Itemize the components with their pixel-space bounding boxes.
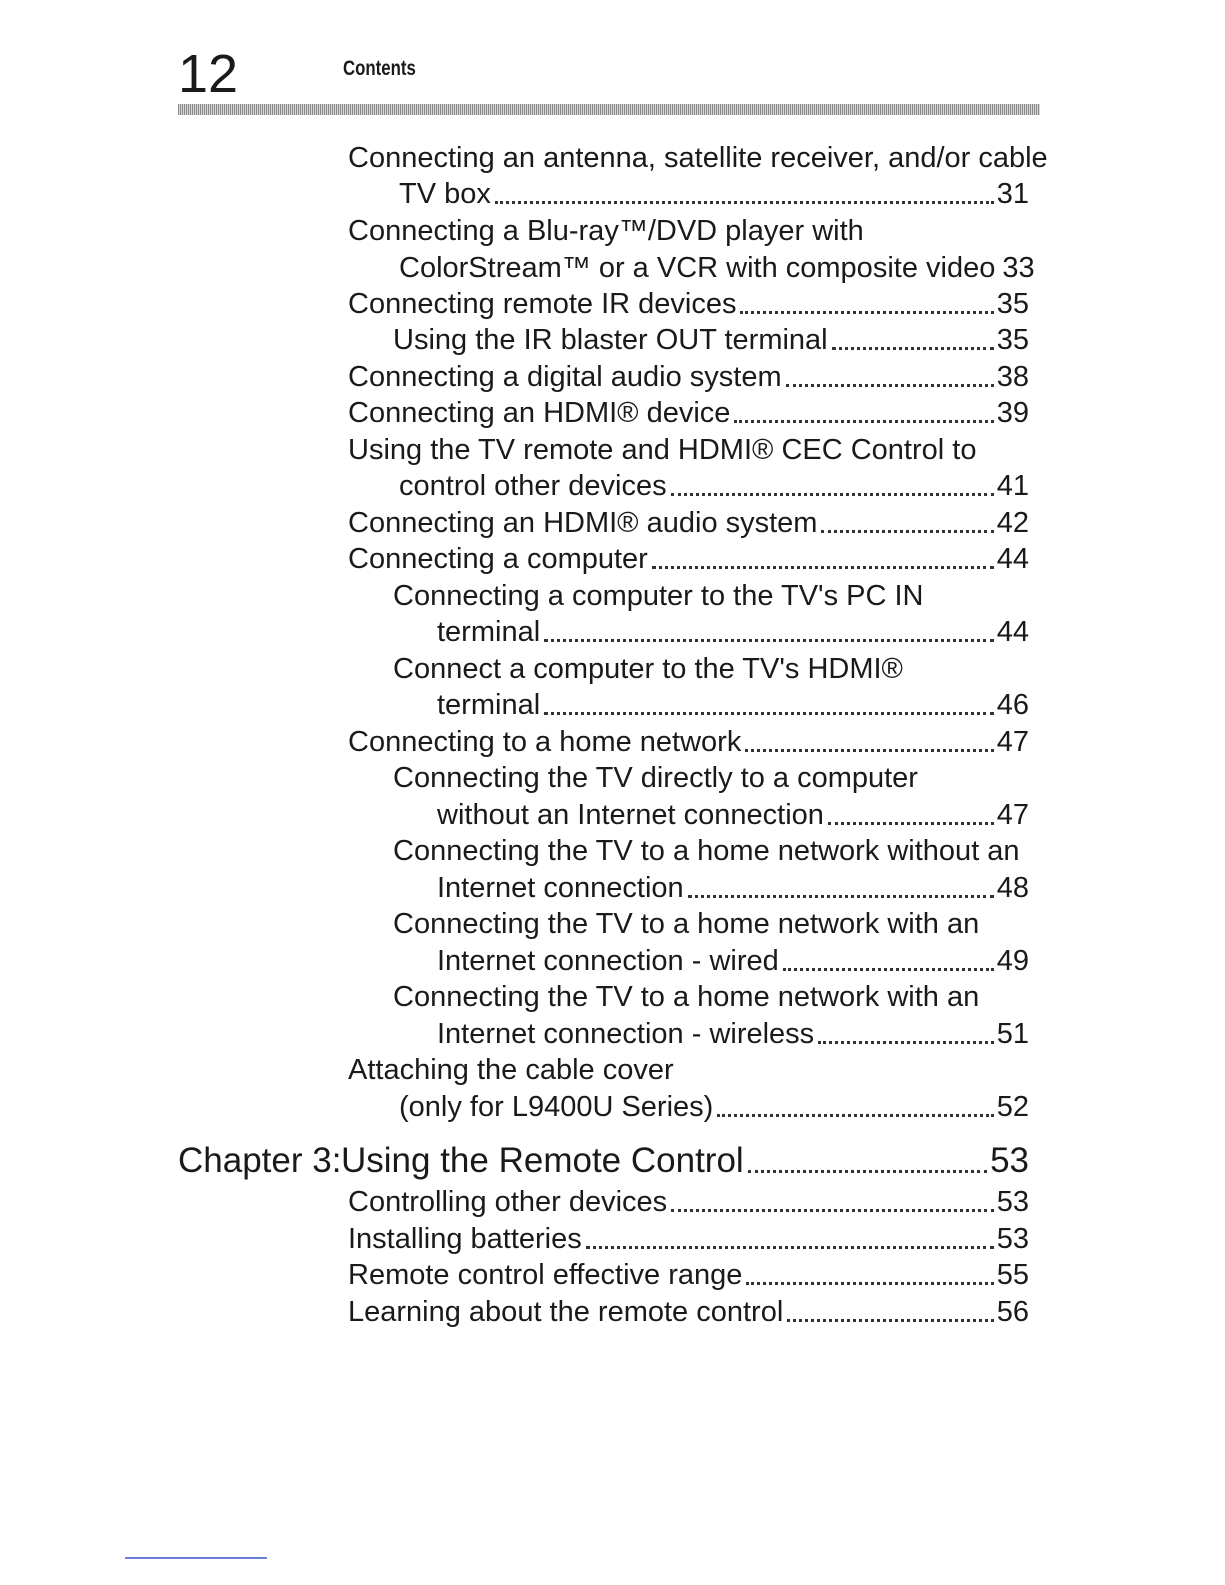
- toc-entry[interactable]: [348, 1221, 1029, 1257]
- toc-page-number: 49: [996, 945, 1029, 977]
- leader-dots: [818, 1041, 994, 1044]
- toc-entry[interactable]: [437, 943, 1029, 979]
- toc-entry-text: Using the IR blaster OUT terminal: [393, 324, 828, 356]
- toc-entry-text: Internet connection - wireless: [437, 1018, 815, 1050]
- toc-entry[interactable]: [348, 724, 1029, 760]
- toc-entry-text: terminal: [437, 616, 541, 648]
- toc-entry-text: without an Internet connection: [437, 799, 824, 831]
- toc-entry-text: Connecting the TV to a home network without an: [393, 835, 1020, 867]
- toc-page-number: 41: [996, 470, 1029, 502]
- page-number: 12: [178, 44, 239, 104]
- toc-entry-text: ColorStream™ or a VCR with composite video: [399, 252, 996, 284]
- toc-entry[interactable]: [393, 906, 1029, 942]
- toc-entry[interactable]: [348, 1257, 1029, 1293]
- toc-entry[interactable]: [393, 651, 1029, 687]
- toc-entry-text: Connecting the TV to a home network with an: [393, 908, 980, 940]
- leader-dots: [671, 493, 994, 496]
- toc-entry-text: Connecting an HDMI® device: [348, 397, 731, 429]
- toc-entry-text: terminal: [437, 689, 541, 721]
- leader-dots: [717, 1114, 993, 1117]
- toc-page-number: 31: [996, 178, 1029, 210]
- toc-entry-text: Connecting remote IR devices: [348, 288, 737, 320]
- leader-dots: [787, 1319, 993, 1322]
- leader-dots: [495, 201, 994, 204]
- toc-entry-text: Installing batteries: [348, 1223, 582, 1255]
- chapter-title: Using the Remote Control: [341, 1141, 744, 1180]
- leader-dots: [783, 968, 994, 971]
- toc-entry-text: Connecting the TV directly to a computer: [393, 762, 918, 794]
- toc-entry[interactable]: [393, 979, 1029, 1015]
- toc-page-number: 42: [996, 507, 1029, 539]
- chapter-label: Chapter 3:: [178, 1141, 342, 1180]
- toc-entry-text: control other devices: [399, 470, 667, 502]
- leader-dots: [786, 384, 994, 387]
- leader-dots: [748, 1170, 987, 1173]
- toc-entry-text: Learning about the remote control: [348, 1296, 784, 1328]
- toc-page-number: 46: [996, 689, 1029, 721]
- toc-entry[interactable]: [348, 213, 1029, 249]
- toc-entry[interactable]: [348, 541, 1029, 577]
- toc-entry-text: Connecting an antenna, satellite receiver, and/or cable: [348, 142, 1048, 174]
- toc-page-number: 51: [996, 1018, 1029, 1050]
- toc-page-number: 52: [996, 1091, 1029, 1123]
- leader-dots: [544, 712, 994, 715]
- toc-entry[interactable]: [437, 870, 1029, 906]
- toc-entry-text: Connecting a computer: [348, 543, 648, 575]
- toc-entry-text: Controlling other devices: [348, 1186, 668, 1218]
- toc-entry-text: Connect a computer to the TV's HDMI®: [393, 653, 903, 685]
- toc-page-number: 35: [996, 324, 1029, 356]
- leader-dots: [671, 1209, 994, 1212]
- toc-entry[interactable]: [393, 760, 1029, 796]
- chapter-entry[interactable]: [341, 1140, 1029, 1182]
- leader-dots: [745, 749, 993, 752]
- toc-entry[interactable]: [437, 797, 1029, 833]
- toc-entry[interactable]: [348, 1052, 1029, 1088]
- toc-page-number: 44: [996, 543, 1029, 575]
- leader-dots: [652, 566, 994, 569]
- toc-page-number: 55: [996, 1259, 1029, 1291]
- toc-page-number: 44: [996, 616, 1029, 648]
- toc-entry[interactable]: [348, 286, 1029, 322]
- toc-entry-text: TV box: [399, 178, 491, 210]
- toc-entry[interactable]: [393, 578, 1029, 614]
- leader-dots: [688, 895, 994, 898]
- leader-dots: [734, 420, 993, 423]
- toc-entry[interactable]: [399, 176, 1029, 212]
- toc-entry[interactable]: [348, 432, 1029, 468]
- toc-entry[interactable]: [437, 614, 1029, 650]
- toc-entry-text: Internet connection: [437, 872, 684, 904]
- toc-entry[interactable]: [399, 468, 1029, 504]
- toc-page-number: 47: [996, 799, 1029, 831]
- toc-entry-text: Attaching the cable cover: [348, 1054, 674, 1086]
- leader-dots: [544, 639, 994, 642]
- toc-entry-text: Connecting a digital audio system: [348, 361, 782, 393]
- toc-entry[interactable]: [348, 1184, 1029, 1220]
- toc-entry[interactable]: [437, 687, 1029, 723]
- leader-dots: [740, 311, 993, 314]
- toc-entry-text: Connecting the TV to a home network with an: [393, 981, 980, 1013]
- toc-entry[interactable]: [437, 1016, 1029, 1052]
- toc-entry[interactable]: [393, 322, 1029, 358]
- toc-entry-text: Connecting an HDMI® audio system: [348, 507, 818, 539]
- toc-entry[interactable]: [348, 1294, 1029, 1330]
- toc-page-number: 33: [1002, 252, 1035, 284]
- bottom-link-underline: [125, 1557, 267, 1559]
- toc-entry[interactable]: [348, 359, 1029, 395]
- toc-entry-text: Connecting a Blu-ray™/DVD player with: [348, 215, 864, 247]
- toc-entry-text: (only for L9400U Series): [399, 1091, 714, 1123]
- toc-entry[interactable]: [393, 833, 1029, 869]
- toc-entry[interactable]: [348, 395, 1029, 431]
- toc-page-number: 53: [996, 1186, 1029, 1218]
- leader-dots: [828, 822, 994, 825]
- toc-entry-text: Remote control effective range: [348, 1259, 743, 1291]
- toc-entry[interactable]: [399, 250, 1035, 286]
- leader-dots: [746, 1282, 993, 1285]
- leader-dots: [586, 1246, 994, 1249]
- toc-page-number: 53: [996, 1223, 1029, 1255]
- chapter-page-number: 53: [990, 1141, 1029, 1180]
- toc-page-number: 38: [996, 361, 1029, 393]
- toc-entry[interactable]: [399, 1089, 1029, 1125]
- running-header: Contents: [343, 57, 416, 80]
- toc-entry-text: Using the TV remote and HDMI® CEC Control to: [348, 434, 977, 466]
- toc-entry[interactable]: [348, 505, 1029, 541]
- leader-dots: [821, 530, 993, 533]
- toc-entry-text: Connecting a computer to the TV's PC IN: [393, 580, 924, 612]
- toc-entry-text: Internet connection - wired: [437, 945, 779, 977]
- toc-page-number: 47: [996, 726, 1029, 758]
- leader-dots: [832, 347, 994, 350]
- toc-page-number: 48: [996, 872, 1029, 904]
- toc-page-number: 39: [996, 397, 1029, 429]
- toc-entry-text: Connecting to a home network: [348, 726, 742, 758]
- toc-page-number: 56: [996, 1296, 1029, 1328]
- toc-page-number: 35: [996, 288, 1029, 320]
- toc-entry[interactable]: [348, 140, 1048, 176]
